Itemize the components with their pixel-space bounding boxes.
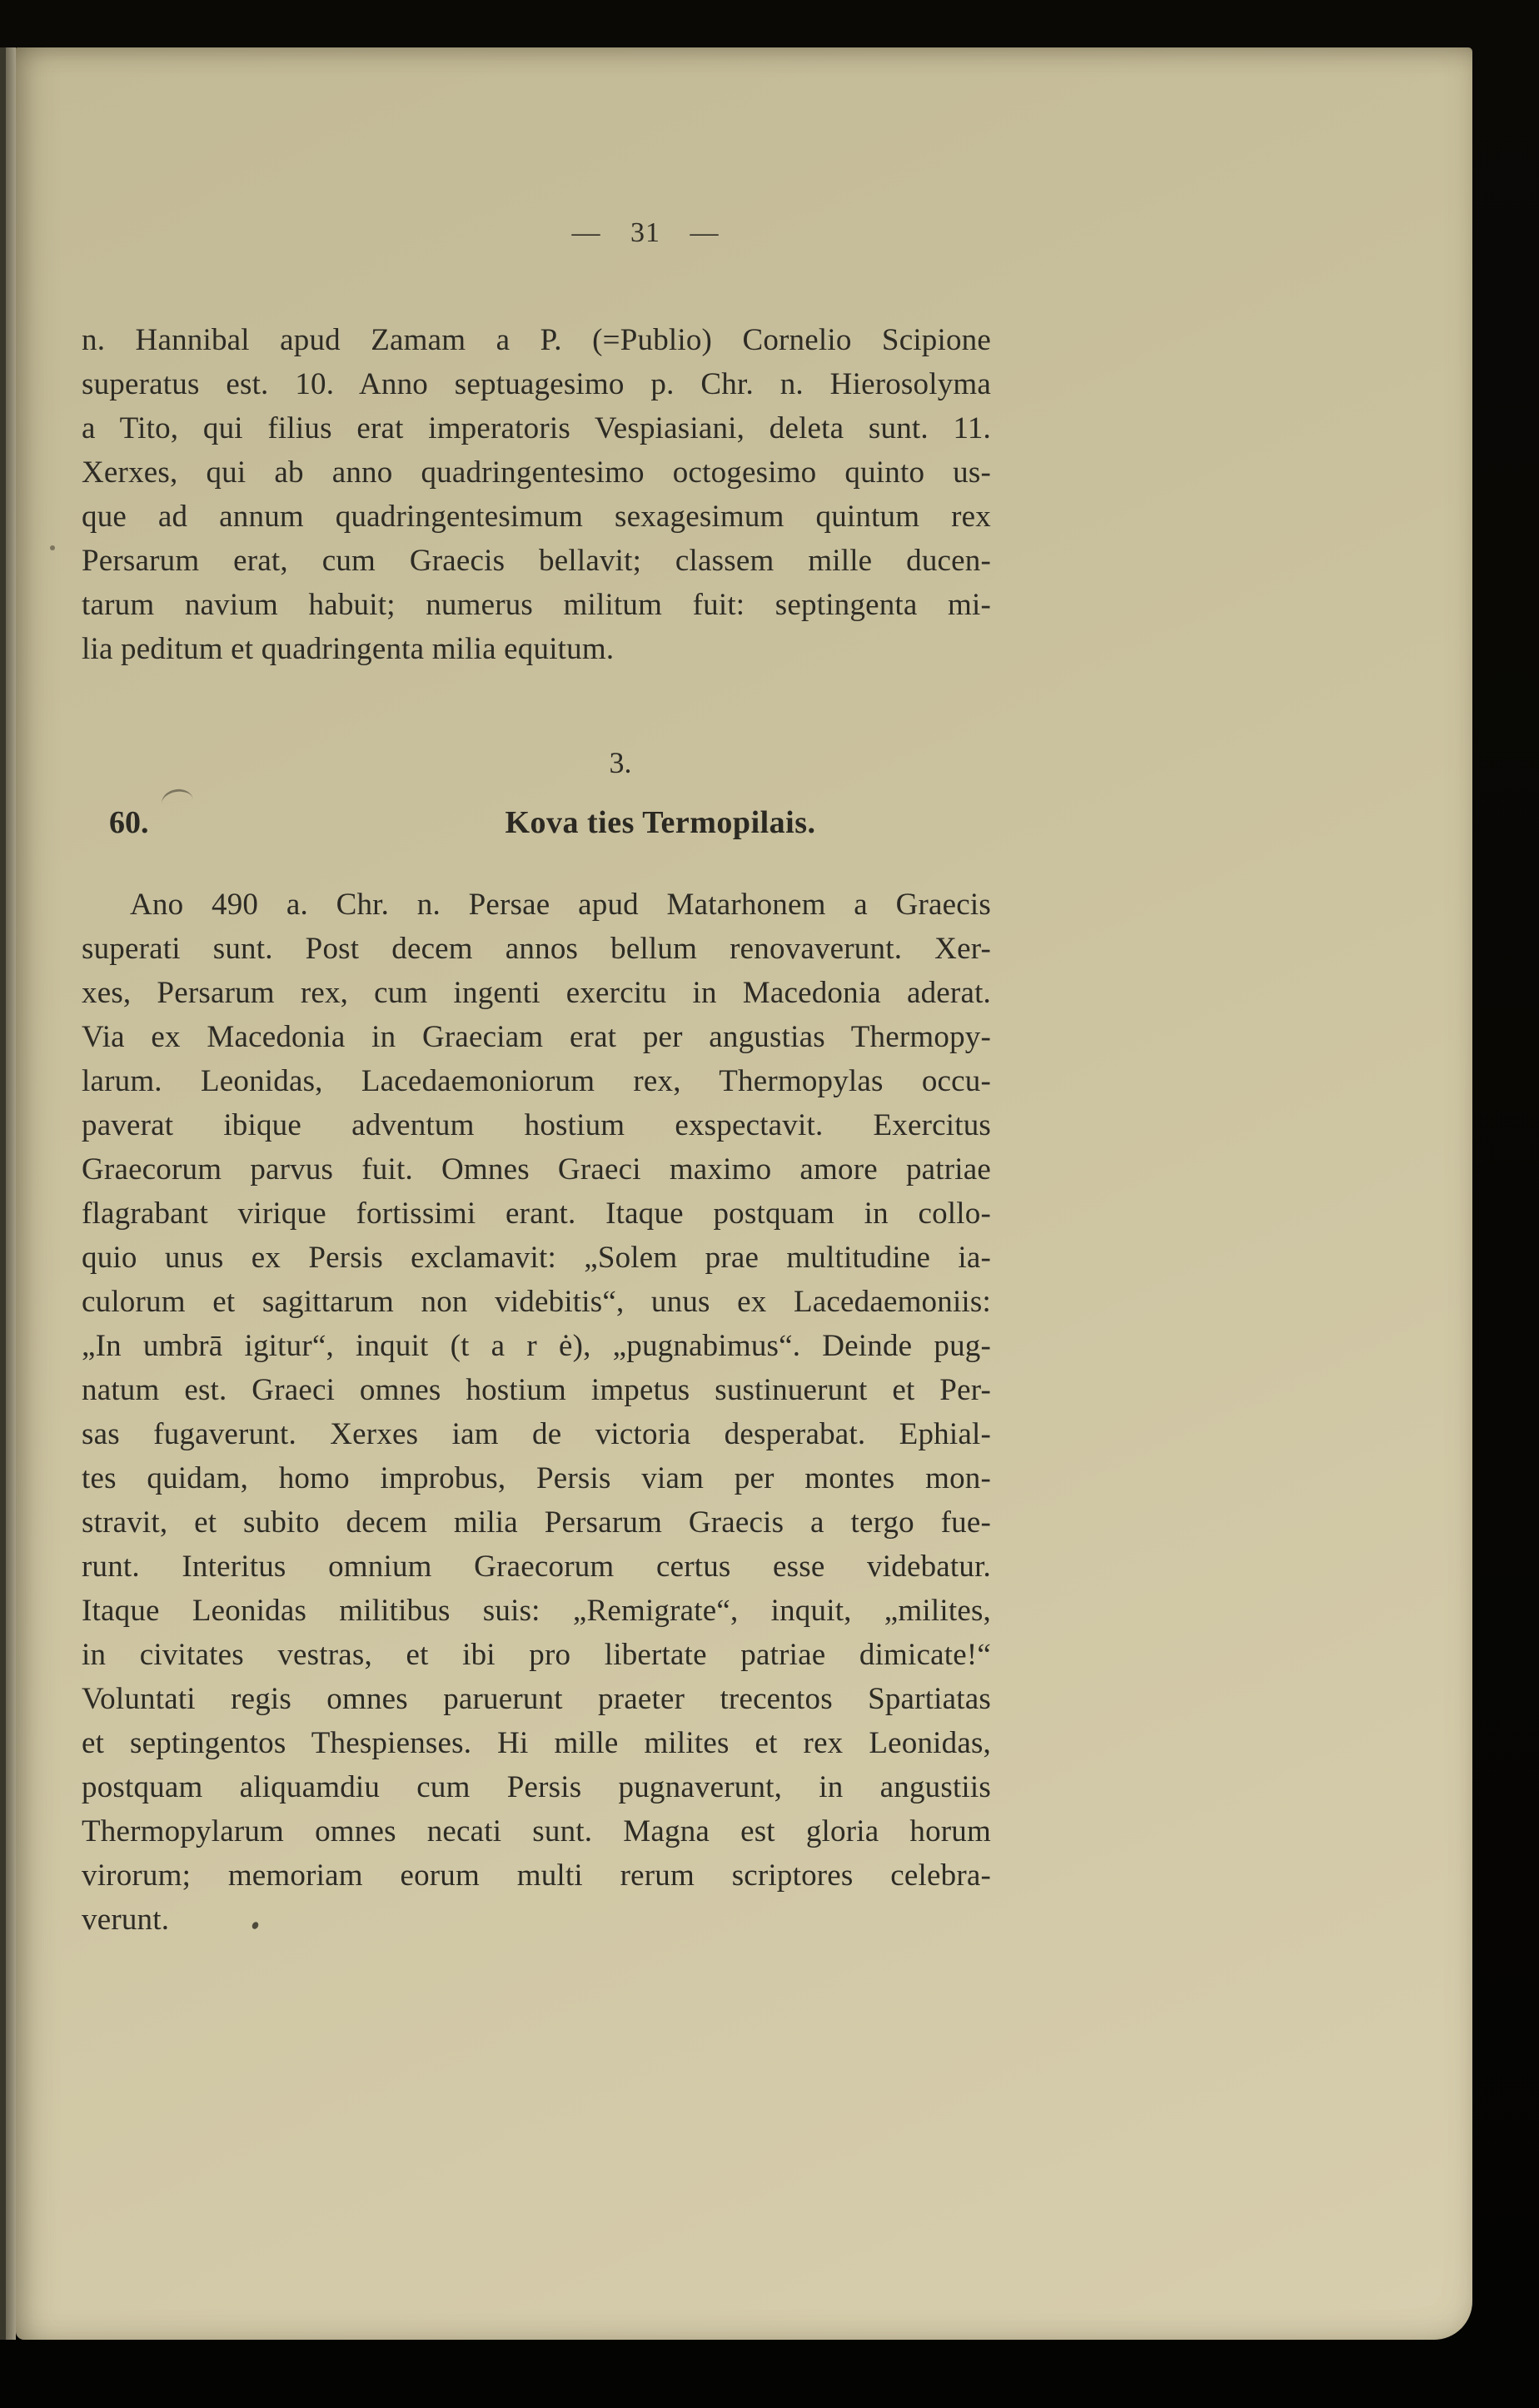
text-line: que ad annum quadringentesimum sexagesimum quintum rex xyxy=(82,500,991,534)
text-line: postquam aliquamdiu cum Persis pugnaverunt, in angustiis xyxy=(82,1770,991,1804)
text-line: Xerxes, qui ab anno quadringentesimo octogesimo quinto us- xyxy=(82,455,991,490)
text-line: superatus est. 10. Anno septuagesimo p. Chr. n. Hierosolyma xyxy=(82,367,991,401)
section-title: Kova ties Termopilais. xyxy=(505,805,816,840)
text-line: Itaque Leonidas militibus suis: „Remigrate“, inquit, „milites, xyxy=(82,1594,991,1628)
text-line: superati sunt. Post decem annos bellum renovaverunt. Xer- xyxy=(82,932,991,966)
book-page xyxy=(16,47,1472,2340)
text-line: larum. Leonidas, Lacedaemoniorum rex, Thermopylas occu- xyxy=(82,1064,991,1098)
text-line: stravit, et subito decem milia Persarum Graecis a tergo fue- xyxy=(82,1505,991,1540)
text-line: Voluntati regis omnes paruerunt praeter trecentos Spartiatas xyxy=(82,1682,991,1716)
paper-speck xyxy=(50,545,55,550)
text-line: Ano 490 a. Chr. n. Persae apud Matarhonem a Graecis xyxy=(130,888,991,922)
text-line: Persarum erat, cum Graecis bellavit; classem mille ducen- xyxy=(82,544,991,578)
text-line: flagrabant virique fortissimi erant. Itaque postquam in collo- xyxy=(82,1197,991,1231)
book-spine-edge-dark xyxy=(0,47,6,2340)
text-line: tes quidam, homo improbus, Persis viam per montes mon- xyxy=(82,1461,991,1495)
ink-smudge-mark xyxy=(160,787,193,804)
text-line: sas fugaverunt. Xerxes iam de victoria desperabat. Ephial- xyxy=(82,1417,991,1451)
text-line: lia peditum et quadringenta milia equitum. xyxy=(82,632,615,666)
text-line: natum est. Graeci omnes hostium impetus sustinuerunt et Per- xyxy=(82,1373,991,1407)
text-line: runt. Interitus omnium Graecorum certus esse videbatur. xyxy=(82,1550,991,1584)
text-line: verunt. xyxy=(82,1903,170,1937)
text-line: xes, Persarum rex, cum ingenti exercitu in Macedonia aderat. xyxy=(82,976,991,1010)
text-line: Via ex Macedonia in Graeciam erat per angustias Thermopy- xyxy=(82,1020,991,1054)
text-line: tarum navium habuit; numerus militum fuit: septingenta mi- xyxy=(82,588,991,622)
text-line: „In umbrā igitur“, inquit (t a r ė), „pugnabimus“. Deinde pug- xyxy=(82,1329,991,1363)
page-number: — 31 — xyxy=(571,217,720,248)
text-line: Thermopylarum omnes necati sunt. Magna est gloria horum xyxy=(82,1814,991,1848)
text-line: paverat ibique adventum hostium exspectavit. Exercitus xyxy=(82,1108,991,1142)
part-number: 3. xyxy=(609,746,632,779)
book-spine-edge xyxy=(6,47,16,2340)
text-line: a Tito, qui filius erat imperatoris Vespiasiani, deleta sunt. 11. xyxy=(82,411,991,445)
text-line: virorum; memoriam eorum multi rerum scriptores celebra- xyxy=(82,1858,991,1893)
text-line: Graecorum parvus fuit. Omnes Graeci maximo amore patriae xyxy=(82,1152,991,1187)
intro-paragraph xyxy=(82,318,991,671)
text-line: quio unus ex Persis exclamavit: „Solem prae multitudine ia- xyxy=(82,1241,991,1275)
text-line: culorum et sagittarum non videbitis“, unus ex Lacedaemoniis: xyxy=(82,1285,991,1319)
exercise-number: 60. xyxy=(109,805,149,840)
text-line: in civitates vestras, et ibi pro libertate patriae dimicate!“ xyxy=(82,1638,991,1672)
text-line: n. Hannibal apud Zamam a P. (=Publio) Cornelio Scipione xyxy=(82,323,991,357)
body-paragraph xyxy=(82,883,991,1942)
text-line: et septingentos Thespienses. Hi mille milites et rex Leonidas, xyxy=(82,1726,991,1760)
